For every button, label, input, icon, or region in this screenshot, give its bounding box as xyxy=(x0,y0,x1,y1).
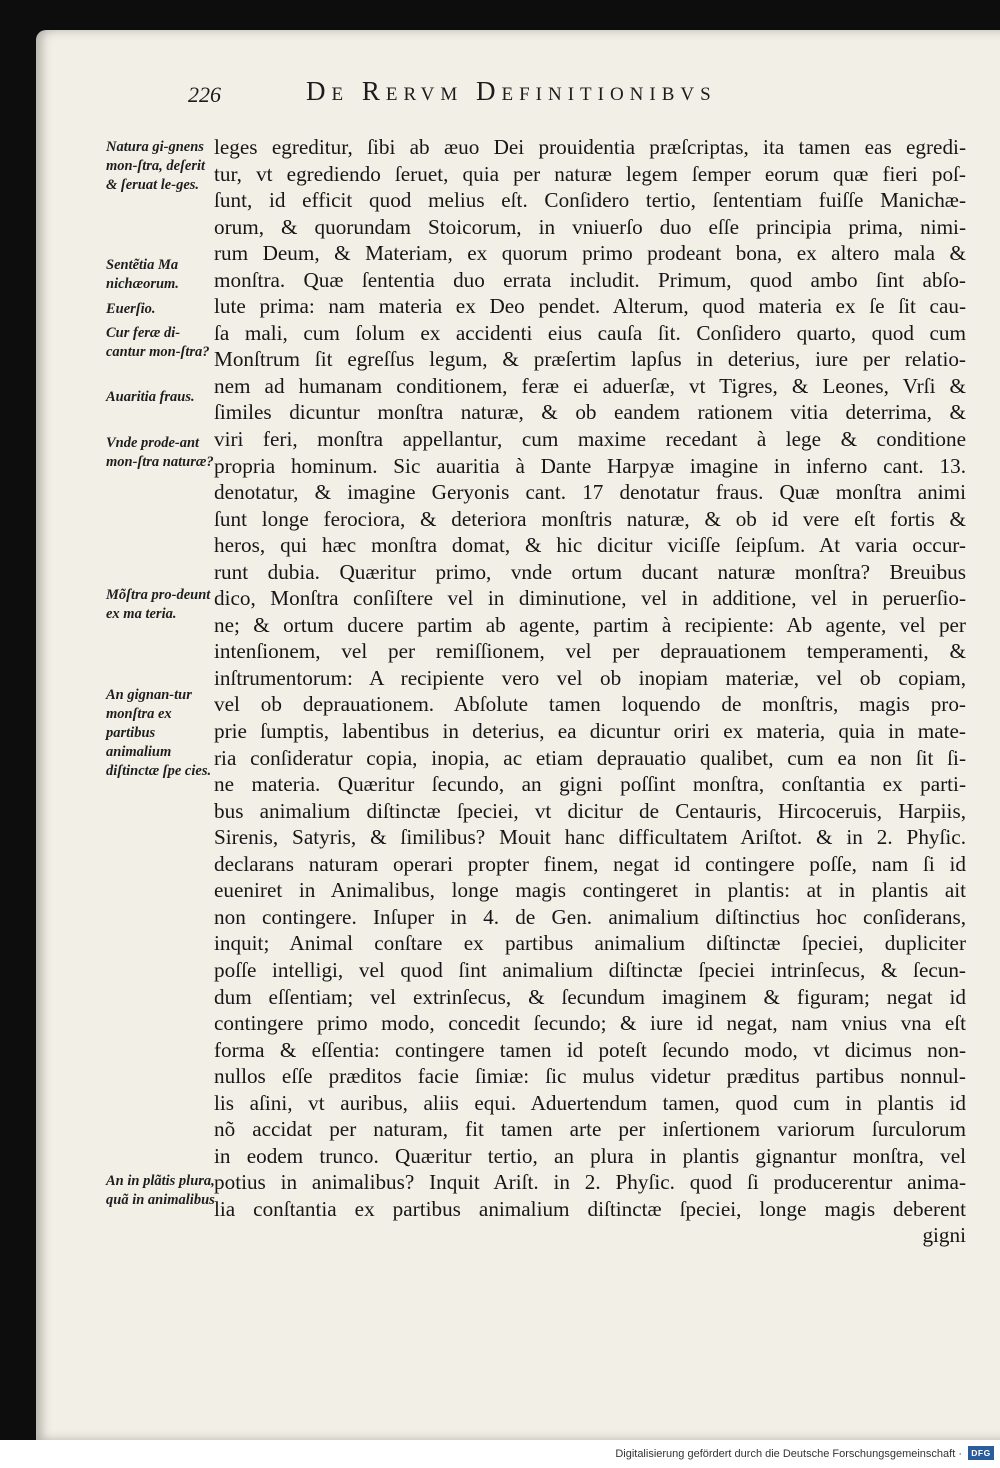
text-line: ne; & ortum ducere partim ab agente, partim à recipiente: Ab agente, vel per xyxy=(214,612,966,637)
text-line: non contingere. Inſuper in 4. de Gen. animalium diſtinctius hoc conſiderans, xyxy=(214,904,966,929)
page-number: 226 xyxy=(188,82,221,107)
text-line: in eodem trunco. Quæritur tertio, an plura in plantis gignantur monſtra, vel xyxy=(214,1143,966,1168)
catchword: gigni xyxy=(922,1223,966,1248)
text-line: nõ accidat per naturam, fit tamen arte per inſertionem variorum ſurculorum xyxy=(214,1117,966,1142)
text-line: monſtra. Quæ ſententia duo errata includit. Primum, quod ambo ſint abſo- xyxy=(214,267,966,292)
margin-note: An gignan-tur monſtra ex partibus animalium diſtinctæ ſpe cies. xyxy=(106,687,212,779)
footer-bar xyxy=(0,1440,1000,1468)
text-line: propria hominum. Sic auaritia à Dante Harpyæ imagine in inferno cant. 13. xyxy=(214,453,966,478)
text-line: contingere primo modo, concedit ſecundo; & iure id negat, nam vnius vna eſt xyxy=(214,1011,966,1036)
text-line: inquit; Animal conſtare ex partibus animalium diſtinctæ ſpeciei, dupliciter xyxy=(214,931,966,956)
text-line: ſa mali, cum ſolum ex accidenti eius cauſa ſit. Conſidero quarto, quod cum xyxy=(214,320,966,345)
text-line: viri feri, monſtra appellantur, cum maxime recedant à lege & conditione xyxy=(214,427,966,452)
text-line: inſtrumentorum: A recipiente vero vel ob inopiam materiæ, vel ob copiam, xyxy=(214,665,966,690)
text-line: declarans naturam operari propter finem, negat id contingere poſſe, nam ſi id xyxy=(214,851,966,876)
margin-note: Auaritia fraus. xyxy=(106,389,195,405)
text-line: nem ad humanam conditionem, feræ ei aduerſæ, vt Tigres, & Leones, Vrſi & xyxy=(214,373,966,398)
text-line: lis aſini, vt auribus, aliis equi. Aduertendum tamen, quod cum in plantis id xyxy=(214,1090,966,1115)
margin-note: Sentẽtia Ma nichæorum. xyxy=(106,257,179,292)
text-line: heros, qui hæc monſtra domat, & hic dicitur viciſſe ſeipſum. At varia occur- xyxy=(214,533,966,558)
margin-note: Natura gi-gnens mon-ſtra, deſerit & ſeruat le-ges. xyxy=(106,139,206,193)
text-line: nullos eſſe præditos facie ſimiæ: ſic mulus videtur præditus partibus nonnul- xyxy=(214,1064,966,1089)
text-line: ſunt longe ferociora, & deteriora monſtris naturæ, & ob id vere eſt fortis & xyxy=(214,506,966,531)
text-line: Monſtrum ſit egreſſus legum, & præſertim lapſus in deterius, iure per relatio- xyxy=(214,347,966,372)
text-line: poſſe intelligi, vel quod ſint animalium diſtinctæ ſpeciei intrinſecus, & ſecun- xyxy=(214,957,966,982)
text-line: tur, vt egrediendo ſeruet, quia per naturæ legem ſemper eorum quæ fieri poſ- xyxy=(214,161,966,186)
margin-note: An in plãtis plura, quã in animalibus xyxy=(106,1173,215,1208)
text-line: dum eſſentiam; vel extrinſecus, & ſecundum imaginem & figuram; negat id xyxy=(214,984,966,1009)
margin-note: Cur feræ di-cantur mon-ſtra? xyxy=(106,325,210,360)
main-text xyxy=(214,134,966,1249)
text-line: rum Deum, & Materiam, ex quorum primo prodeant bona, ex altero mala & xyxy=(214,241,966,266)
text-line: ne materia. Quæritur ſecundo, an gigni poſſint monſtra, conſtantia ex parti- xyxy=(214,772,966,797)
text-line: ſunt, id efficit quod melius eſt. Conſidero tertio, ſententiam fuiſſe Manichæ- xyxy=(214,188,966,213)
text-line: Sirenis, Satyris, & ſimilibus? Mouit hanc difficultatem Ariſtot. & in 2. Phyſic. xyxy=(214,825,966,850)
text-line: intenſionem, vel per remiſſionem, vel per deprauationem temperamenti, & xyxy=(214,639,966,664)
text-line: eueniret in Animalibus, longe magis contingeret in plantis: at in plantis ait xyxy=(214,878,966,903)
margin-note: Mõſtra pro-deunt ex ma teria. xyxy=(106,587,211,622)
text-line: ſimiles dicuntur monſtra naturæ, & ob eandem rationem vitia deterrima, & xyxy=(214,400,966,425)
text-line: vel ob deprauationem. Abſolute tamen loquendo de monſtris, magis pro- xyxy=(214,692,966,717)
text-line: dico, Monſtra conſiſtere vel in diminutione, vel in additione, vel in peruerſio- xyxy=(214,586,966,611)
text-line: orum, & quorundam Stoicorum, in vniuerſo duo eſſe principia prima, nimi- xyxy=(214,214,966,239)
text-line: denotatur, & imagine Geryonis cant. 17 denotatur fraus. Quæ monſtra animi xyxy=(214,480,966,505)
text-line: leges egreditur, ſibi ab æuo Dei prouidentia præſcriptas, ita tamen eas egredi- xyxy=(214,135,966,159)
margin-note: Vnde prode-ant mon-ſtra naturæ? xyxy=(106,435,214,470)
text-line: lute prima: nam materia ex Deo pendet. Alterum, quod materia ex ſe ſit cau- xyxy=(214,294,966,319)
text-line: lia conſtantia ex partibus animalium diſtinctæ ſpeciei, longe magis deberent xyxy=(214,1196,966,1221)
running-head xyxy=(188,76,968,116)
dfg-logo-icon: DFG xyxy=(968,1446,994,1460)
text-line: potius in animalibus? Inquit Ariſt. in 2. Phyſic. quod ſi producerentur anima- xyxy=(214,1170,966,1195)
text-line: bus animalium diſtinctæ ſpeciei, vt dicitur de Centauris, Hircoceruis, Harpiis, xyxy=(214,798,966,823)
footer-credit: Digitalisierung gefördert durch die Deutsche Forschungsgemeinschaft · xyxy=(615,1448,962,1460)
text-line: forma & eſſentia: contingere tamen id poteſt ſecundo modo, vt dicimus non- xyxy=(214,1037,966,1062)
text-line: prie ſumptis, labentibus in deterius, ea dicuntur oriri ex materia, quia in mate- xyxy=(214,719,966,744)
text-line: runt dubia. Quæritur primo, vnde ortum ducant naturæ monſtra? Breuibus xyxy=(214,559,966,584)
running-title: De Rervm Definitionibvs xyxy=(306,76,717,106)
text-line: ria conſideratur copia, inopia, ac etiam deprauatio qualibet, cum ea non ſit ſi- xyxy=(214,745,966,770)
margin-note: Euerſio. xyxy=(106,301,156,317)
